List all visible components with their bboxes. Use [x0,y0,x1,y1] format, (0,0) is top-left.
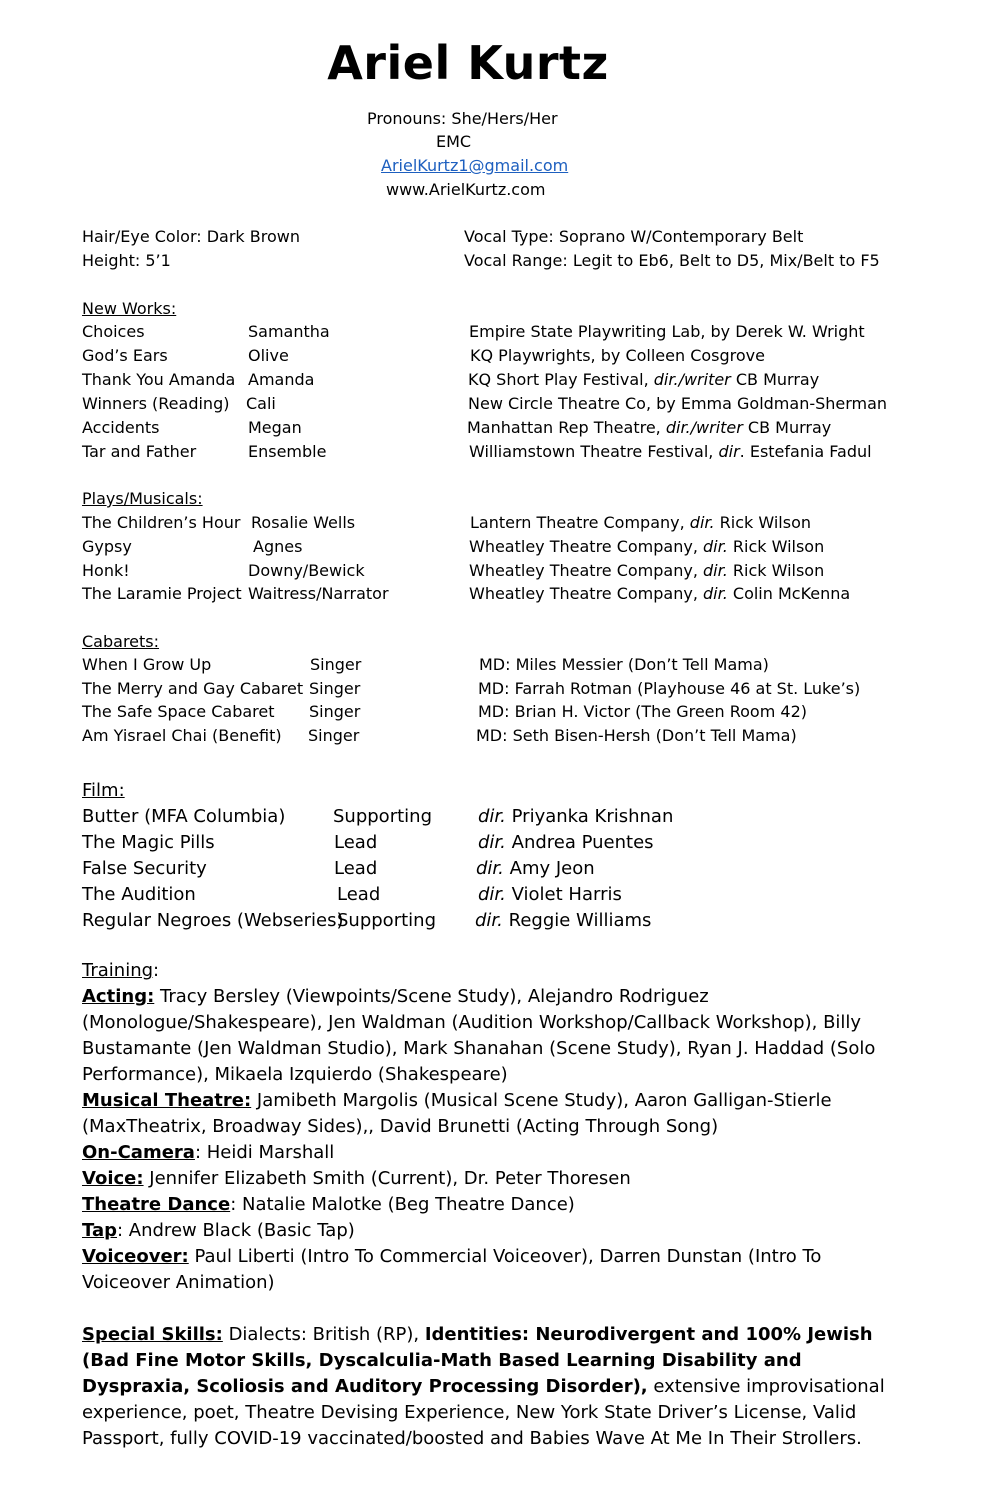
training-voiceover: Voiceover: Paul Liberti (Intro To Commercial Voiceover), Darren Dunstan (Intro To Voiceover Animation) [82,1246,822,1293]
credit-role: Singer [308,726,360,745]
skills-text-rest: extensive improvisational experience, poet, Theatre Devising Experience, New York State Driver’s License, Valid Passport, fully COVID-19 vaccinated/boosted and Babies Wave At Me In Their Strollers. [82,1376,885,1449]
credit-title: Thank You Amanda [82,370,236,389]
credit-row [0,679,984,703]
training-acting: Acting: Tracy Bersley (Viewpoints/Scene Study), Alejandro Rodriguez (Monologue/Shakespeare), Jen Waldman (Audition Workshop/Callback Workshop), Billy Bustamante (Jen Waldman Studio), Mark Shanahan (Scene Study), Ryan J. Haddad (Solo Performance), Mikaela Izquierdo (Shakespeare) [82,986,876,1085]
film-role: Lead [334,832,378,853]
training-heading: Training: [82,960,160,981]
credit-venue: Wheatley Theatre Company, dir. Rick Wilson [469,537,825,556]
training-section [82,958,902,1296]
film-director: dir. Reggie Williams [475,910,652,931]
credit-venue: Lantern Theatre Company, dir. Rick Wilson [470,513,811,532]
credit-title: The Laramie Project [82,584,242,603]
credit-title: Honk! [82,561,130,580]
film-title: Regular Negroes (Webseries) [82,910,344,931]
credit-role: Singer [310,655,362,674]
website: www.ArielKurtz.com [386,180,546,199]
cabarets-heading: Cabarets: [82,632,160,651]
hair-eye-color: Hair/Eye Color: Dark Brown [82,227,300,246]
credit-role: Ensemble [248,442,327,461]
credit-role: Waitress/Narrator [248,584,389,603]
training-on-camera: On-Camera: Heidi Marshall [82,1142,335,1163]
credit-row [0,537,984,561]
training-voice: Voice: Jennifer Elizabeth Smith (Current), Dr. Peter Thoresen [82,1168,631,1189]
credit-title: Choices [82,322,145,341]
credit-venue: New Circle Theatre Co, by Emma Goldman-Sherman [468,394,888,413]
credit-role: Agnes [253,537,303,556]
skills-text: Dialects: British (RP), [222,1324,425,1345]
credit-venue: Empire State Playwriting Lab, by Derek W. Wright [469,322,865,341]
credit-row [0,322,984,346]
film-row [0,832,984,856]
film-heading: Film: [82,780,125,801]
credit-row [0,655,984,679]
credit-row [0,418,984,442]
credit-row [0,394,984,418]
credit-venue: MD: Farrah Rotman (Playhouse 46 at St. Luke’s) [478,679,861,698]
credit-venue: Manhattan Rep Theatre, dir./writer CB Murray [467,418,832,437]
film-title: The Audition [82,884,196,905]
credit-title: When I Grow Up [82,655,212,674]
credit-role: Rosalie Wells [251,513,356,532]
vocal-range: Vocal Range: Legit to Eb6, Belt to D5, Mix/Belt to F5 [464,251,880,270]
film-role: Supporting [333,806,432,827]
credit-row [0,370,984,394]
film-title: Butter (MFA Columbia) [82,806,286,827]
resume-name: Ariel Kurtz [327,36,609,90]
film-role: Supporting [337,910,436,931]
credit-role: Amanda [248,370,315,389]
credit-row [0,513,984,537]
film-row [0,858,984,882]
credit-row [0,584,984,608]
credit-role: Downy/Bewick [248,561,365,580]
pronouns: Pronouns: She/Hers/Her [367,109,558,128]
credit-row [0,442,984,466]
credit-venue: MD: Seth Bisen-Hersh (Don’t Tell Mama) [476,726,797,745]
credit-role: Megan [248,418,302,437]
training-tap: Tap: Andrew Black (Basic Tap) [82,1220,355,1241]
film-row [0,884,984,908]
training-musical-theatre: Musical Theatre: Jamibeth Margolis (Musical Scene Study), Aaron Galligan-Stierle (MaxTheatrix, Broadway Sides),, David Brunetti (Acting Through Song) [82,1090,832,1137]
union-status: EMC [436,132,472,151]
skills-label: Special Skills: [82,1324,223,1345]
credit-row [0,702,984,726]
height: Height: 5’1 [82,251,171,270]
credit-title: Gypsy [82,537,132,556]
special-skills [82,1322,902,1452]
credit-row [0,561,984,585]
skills-identities: Identities: Neurodivergent and 100% Jewish (Bad Fine Motor Skills, Dyscalculia-Math Based Learning Disability and Dyspraxia, Scoliosis and Auditory Processing Disorder), [82,1324,873,1397]
credit-venue: Wheatley Theatre Company, dir. Colin McKenna [469,584,851,603]
credit-role: Cali [246,394,276,413]
credit-venue: MD: Brian H. Victor (The Green Room 42) [478,702,807,721]
film-director: dir. Violet Harris [478,884,622,905]
credit-role: Singer [309,679,361,698]
credit-venue: MD: Miles Messier (Don’t Tell Mama) [479,655,769,674]
credit-venue: Williamstown Theatre Festival, dir. Estefania Fadul [469,442,872,461]
film-row [0,910,984,934]
training-theatre-dance: Theatre Dance: Natalie Malotke (Beg Theatre Dance) [82,1194,575,1215]
film-title: The Magic Pills [82,832,215,853]
email-link[interactable]: ArielKurtz1@gmail.com [381,156,569,175]
film-row [0,806,984,830]
credit-title: Accidents [82,418,160,437]
credit-row [0,346,984,370]
credit-venue: Wheatley Theatre Company, dir. Rick Wilson [469,561,825,580]
credit-role: Singer [309,702,361,721]
credit-venue: KQ Short Play Festival, dir./writer CB Murray [468,370,820,389]
stats-row [0,251,984,275]
credit-title: Am Yisrael Chai (Benefit) [82,726,282,745]
plays-heading: Plays/Musicals: [82,489,203,508]
new-works-heading: New Works: [82,299,177,318]
credit-title: Tar and Father [82,442,197,461]
credit-title: The Merry and Gay Cabaret [82,679,304,698]
stats-row [0,227,984,251]
film-director: dir. Amy Jeon [476,858,595,879]
credit-role: Samantha [248,322,330,341]
film-role: Lead [334,858,378,879]
credit-role: Olive [248,346,289,365]
vocal-type: Vocal Type: Soprano W/Contemporary Belt [464,227,804,246]
film-director: dir. Andrea Puentes [478,832,654,853]
credit-title: Winners (Reading) [82,394,230,413]
film-director: dir. Priyanka Krishnan [478,806,674,827]
credit-title: God’s Ears [82,346,168,365]
film-title: False Security [82,858,207,879]
credit-venue: KQ Playwrights, by Colleen Cosgrove [470,346,765,365]
credit-row [0,726,984,750]
credit-title: The Children’s Hour [82,513,241,532]
film-role: Lead [337,884,381,905]
credit-title: The Safe Space Cabaret [82,702,275,721]
